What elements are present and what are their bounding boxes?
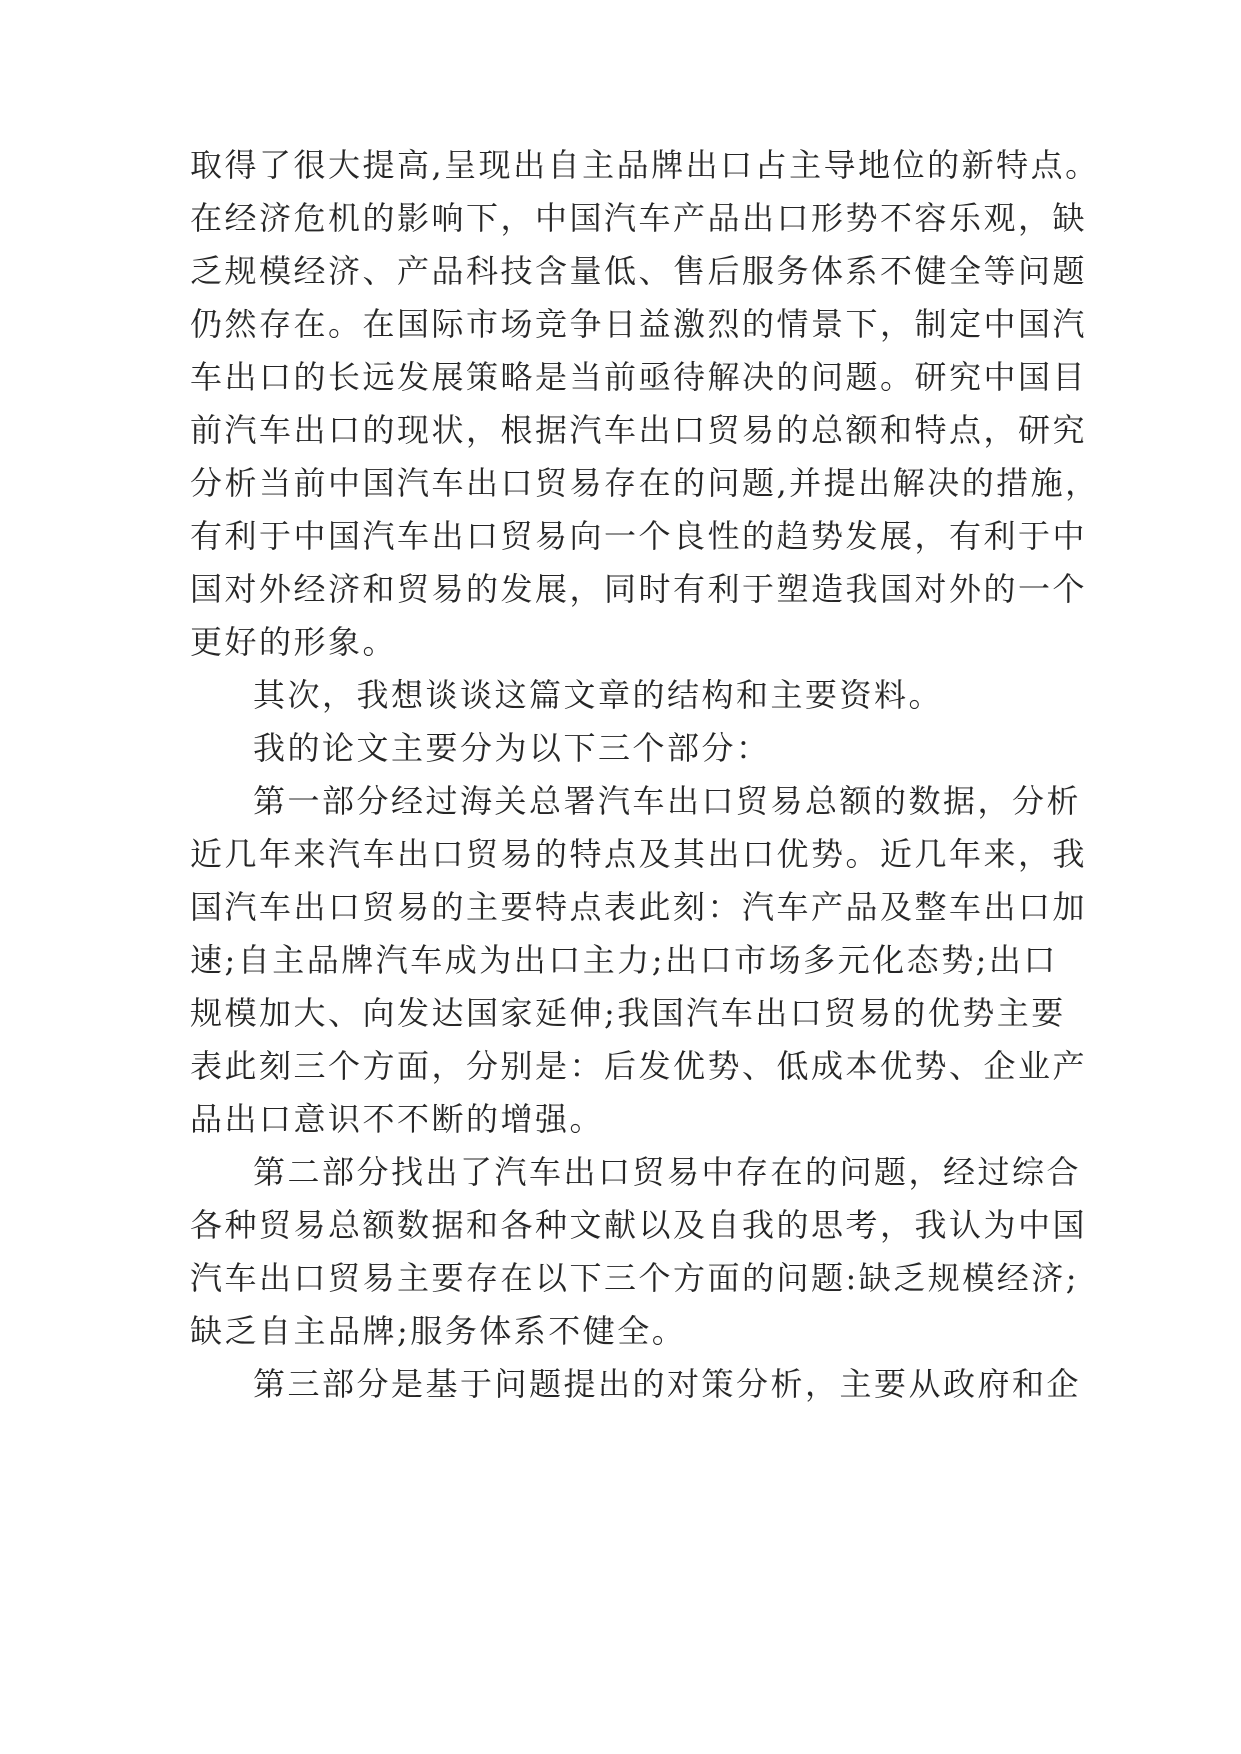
paragraph-line: 仍然存在。在国际市场竞争日益激烈的情景下，制定中国汽	[190, 305, 1088, 343]
paragraph-line: 国汽车出口贸易的主要特点表此刻：汽车产品及整车出口加	[190, 888, 1088, 926]
paragraph-line: 近几年来汽车出口贸易的特点及其出口优势。近几年来，我	[190, 835, 1088, 873]
paragraph-line: 国对外经济和贸易的发展，同时有利于塑造我国对外的一个	[190, 570, 1088, 608]
paragraph-line: 品出口意识不不断的增强。	[190, 1100, 605, 1138]
paragraph-line: 更好的形象。	[190, 623, 398, 661]
paragraph-line: 规模加大、向发达国家延伸;我国汽车出口贸易的优势主要	[190, 994, 1066, 1032]
paragraph-line: 乏规模经济、产品科技含量低、售后服务体系不健全等问题	[190, 252, 1088, 290]
paragraph-line: 表此刻三个方面，分别是：后发优势、低成本优势、企业产	[190, 1047, 1088, 1085]
paragraph-line: 缺乏自主品牌;服务体系不健全。	[190, 1312, 687, 1350]
paragraph-line: 速;自主品牌汽车成为出口主力;出口市场多元化态势;出口	[190, 941, 1058, 979]
paragraph-line: 各种贸易总额数据和各种文献以及自我的思考，我认为中国	[190, 1206, 1088, 1244]
paragraph-line: 取得了很大提高,呈现出自主品牌出口占主导地位的新特点。	[190, 146, 1100, 184]
paragraph-line: 我的论文主要分为以下三个部分：	[253, 729, 771, 767]
paragraph-line: 第二部分找出了汽车出口贸易中存在的问题，经过综合	[253, 1153, 1082, 1191]
paragraph-line: 汽车出口贸易主要存在以下三个方面的问题:缺乏规模经济;	[190, 1259, 1080, 1297]
paragraph-line: 其次，我想谈谈这篇文章的结构和主要资料。	[253, 676, 944, 714]
paragraph-line: 有利于中国汽车出口贸易向一个良性的趋势发展，有利于中	[190, 517, 1088, 555]
paragraph-line: 第一部分经过海关总署汽车出口贸易总额的数据，分析	[253, 782, 1082, 820]
paragraph-line: 分析当前中国汽车出口贸易存在的问题,并提出解决的措施，	[190, 464, 1100, 502]
paragraph-line: 第三部分是基于问题提出的对策分析，主要从政府和企	[253, 1365, 1082, 1403]
paragraph-line: 前汽车出口的现状，根据汽车出口贸易的总额和特点，研究	[190, 411, 1088, 449]
paragraph-line: 在经济危机的影响下，中国汽车产品出口形势不容乐观，缺	[190, 199, 1088, 237]
paragraph-line: 车出口的长远发展策略是当前亟待解决的问题。研究中国目	[190, 358, 1088, 396]
